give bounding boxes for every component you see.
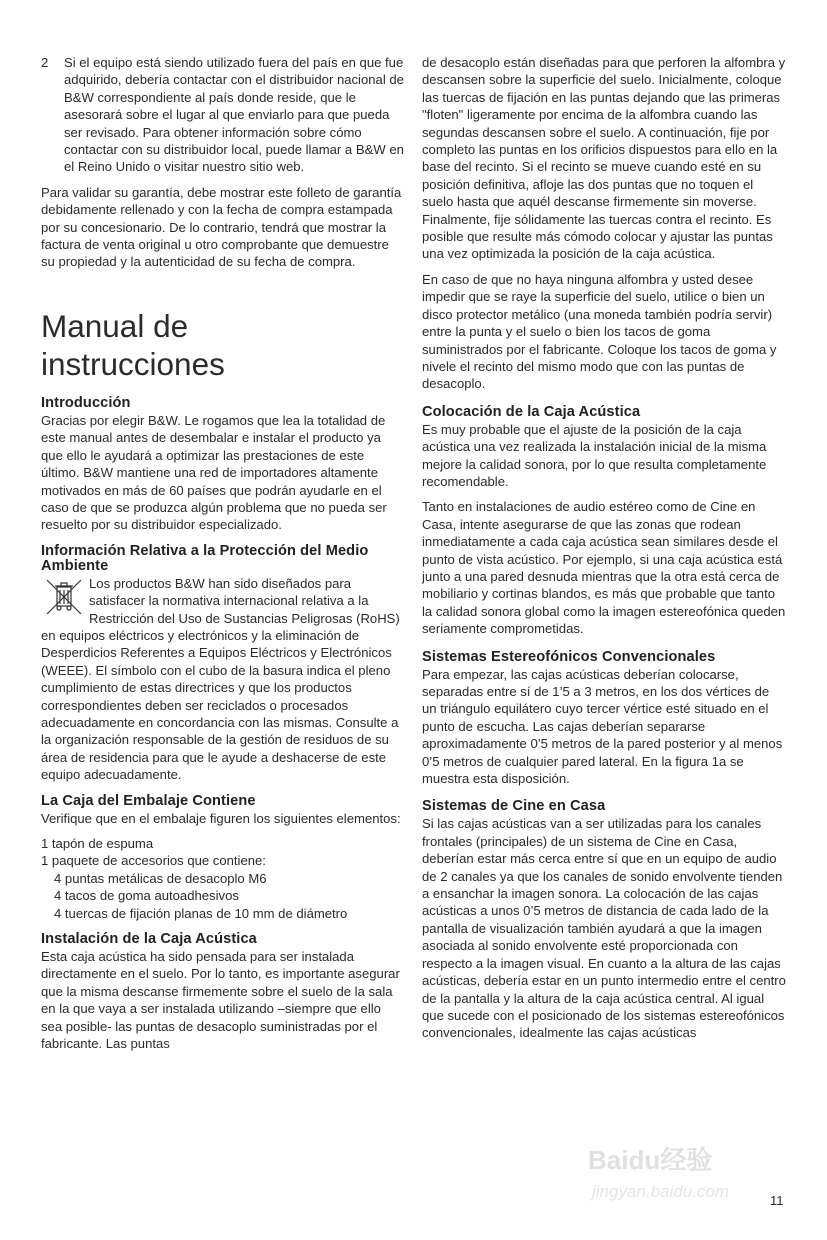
placement-paragraph-2: Tanto en instalaciones de audio estéreo como de Cine en Casa, intente asegurarse de que las zonas que rodean inmediatamente a cada caja acústica sean similares desde el punto de vista acústico. Por ejemplo, si una caja acústica está junto a una pared desnuda mientras que la otra está cerca de mobiliario y cortinas blandos, es más que probable que tanto la calidad sonora global como la imagen estereofónica queden seriamente comprometidas. bbox=[422, 499, 786, 637]
list-item: 4 tacos de goma autoadhesivos bbox=[54, 888, 239, 904]
environment-paragraph bbox=[41, 575, 405, 784]
environment-text: Los productos B&W han sido diseñados para satisfacer la normativa internacional relativa a la Restricción del Uso de Sustancias Peligrosas (RoHS) en equipos eléctricos y electrónicos y la eliminación de Desperdicios Referentes a Equipos Eléctricos y Electrónicos (WEEE). El símbolo con el cubo de la basura indica el pleno cumplimiento de estas directrices y que los productos correspondientes deben ser reciclados o procesados adecuadamente en concordancia con las mismas. Consulte a la organización responsable de la gestión de residuos de su área de residencia para que le ayude a deshacerse de este equipo adecuadamente. bbox=[41, 575, 400, 783]
warranty-paragraph: Para validar su garantía, debe mostrar este folleto de garantía debidamente rellenado y con la fecha de compra estampada por su concesionario. De lo contrario, tendrá que mostrar la factura de venta original u otro comprobante que demuestre su propiedad y la autenticidad de su fecha de compra. bbox=[41, 184, 402, 270]
item-text: Si el equipo está siendo utilizado fuera del país en que fue adquirido, debería contactar con el distribuidor nacional de B&W correspondiente al país donde reside, que le asesorará sobre el lugar al que enviarlo para que pueda ser revisado. Para obtener información sobre cómo contactar con su distribuidor local, puede llamar a B&W en el Reino Unido o visitar nuestro sitio web. bbox=[64, 55, 404, 175]
environment-heading: Información Relativa a la Protección del Medio Ambiente bbox=[41, 542, 369, 574]
weee-bin-icon bbox=[43, 577, 85, 617]
page-title bbox=[41, 307, 405, 383]
box-contents-intro: Verifique que en el embalaje figuren los siguientes elementos: bbox=[41, 810, 401, 826]
watermark-logo: Baidu经验 bbox=[588, 1145, 713, 1175]
right-column bbox=[422, 54, 786, 1050]
numbered-item-2 bbox=[41, 54, 405, 176]
stereo-paragraph: Para empezar, las cajas acústicas deberían colocarse, separadas entre sí de 1’5 a 3 metros, en los dos vértices de un triángulo equilátero cuyo tercer vértice esté situado en el punto de escucha. Las cajas deberían separarse aproximadamente 0’5 metros de la pared posterior y al menos 0’5 metros de cualquier pared lateral. En la figura 1a se muestra esta disposición. bbox=[422, 666, 783, 787]
home-cinema-heading: Sistemas de Cine en Casa bbox=[422, 798, 606, 815]
box-contents-list bbox=[41, 835, 405, 922]
list-item: 1 tapón de espuma bbox=[41, 836, 154, 851]
title-line-1: Manual de bbox=[41, 307, 189, 344]
installation-continued: de desacoplo están diseñadas para que perforen la alfombra y descansen sobre la superficie del suelo. Inicialmente, coloque las tuercas de fijación en las puntas dejando que las primeras "floten" ligeramente por encima de la alfombra cuando las segundas descansen sobre el suelo. A continuación, fije por completo las puntas en los orificios dispuestos para ello en la base del recinto. Si el recinto se mueve cuando esté en su posición definitiva, afloje las dos puntas que no toquen el suelo hasta que aquél descanse firmemente sin moverse. Finalmente, fije sólidamente las tuercas contra el recinto. Es posible que resulte más cómodo colocar y ajustar las puntas una vez optimizada la posición de la caja acústica. bbox=[422, 55, 786, 262]
stereo-heading: Sistemas Estereofónicos Convencionales bbox=[422, 648, 716, 665]
installation-paragraph: Esta caja acústica ha sido pensada para ser instalada directamente en el suelo. Por lo tanto, es importante asegurar que la misma descanse firmemente sobre el suelo de la sala en la que vaya a ser instalada utilizando –siempre que ello sea posible- las puntas de desacoplo suministradas por el fabricante. Las puntas bbox=[41, 949, 400, 1052]
intro-heading: Introducción bbox=[41, 394, 131, 411]
left-column bbox=[41, 54, 405, 1060]
title-line-2: instrucciones bbox=[41, 345, 225, 382]
placement-heading: Colocación de la Caja Acústica bbox=[422, 403, 641, 420]
list-item: 4 tuercas de fijación planas de 10 mm de diámetro bbox=[54, 905, 348, 921]
page-number: 11 bbox=[770, 1193, 784, 1208]
list-item: 1 paquete de accesorios que contiene: bbox=[41, 853, 266, 869]
item-number: 2 bbox=[41, 55, 49, 70]
installation-heading: Instalación de la Caja Acústica bbox=[41, 931, 257, 948]
home-cinema-paragraph: Si las cajas acústicas van a ser utilizadas para los canales frontales (principales) de un sistema de Cine en Casa, deberían estar más cerca entre sí que en un equipo de audio de 2 canales ya que los canales de sonido envolvente tienden a ensanchar la imagen sonora. La colocación de las cajas acústicas a unos 0’5 metros de distancia de cada lado de la pantalla de visualización también ayudará a que la imagen asociada al sonido envolvente esté proporcionada con respecto a la imagen visual. En cuanto a la altura de las cajas acústicas, debería estar en un punto intermedio entre el centro de la pantalla y la altura de la caja acústica central. Al igual que sucede con el posicionado de los sistemas estereofónicos convencionales, idealmente las cajas acústicas bbox=[422, 816, 786, 1041]
carpet-paragraph: En caso de que no haya ninguna alfombra y usted desee impedir que se raye la superficie del suelo, utilice o bien un disco protector metálico (una moneda también podría servir) entre la punta y el suelo o bien los tacos de goma suministrados por el fabricante. Coloque los tacos de goma y nivele el recinto del mismo modo que con las puntas de desacoplo. bbox=[422, 271, 777, 392]
list-item: 4 puntas metálicas de desacoplo M6 bbox=[54, 870, 267, 886]
watermark-url: jingyan.baidu.com bbox=[592, 1182, 730, 1201]
box-contents-heading: La Caja del Embalaje Contiene bbox=[41, 792, 256, 809]
placement-paragraph-1: Es muy probable que el ajuste de la posición de la caja acústica una vez realizada la instalación inicial de la misma mejore la calidad sonora, por lo que resulta completamente recomendable. bbox=[422, 421, 767, 489]
intro-paragraph: Gracias por elegir B&W. Le rogamos que lea la totalidad de este manual antes de desembalar e instalar el producto ya que ello le ayudará a optimizar las prestaciones de este último. B&W mantiene una red de importadores altamente motivados en más de 60 países que podrán ayudarle en el caso de que se produzca algún problema que no pueda ser resuelto por su distribuidor especializado. bbox=[41, 412, 387, 533]
